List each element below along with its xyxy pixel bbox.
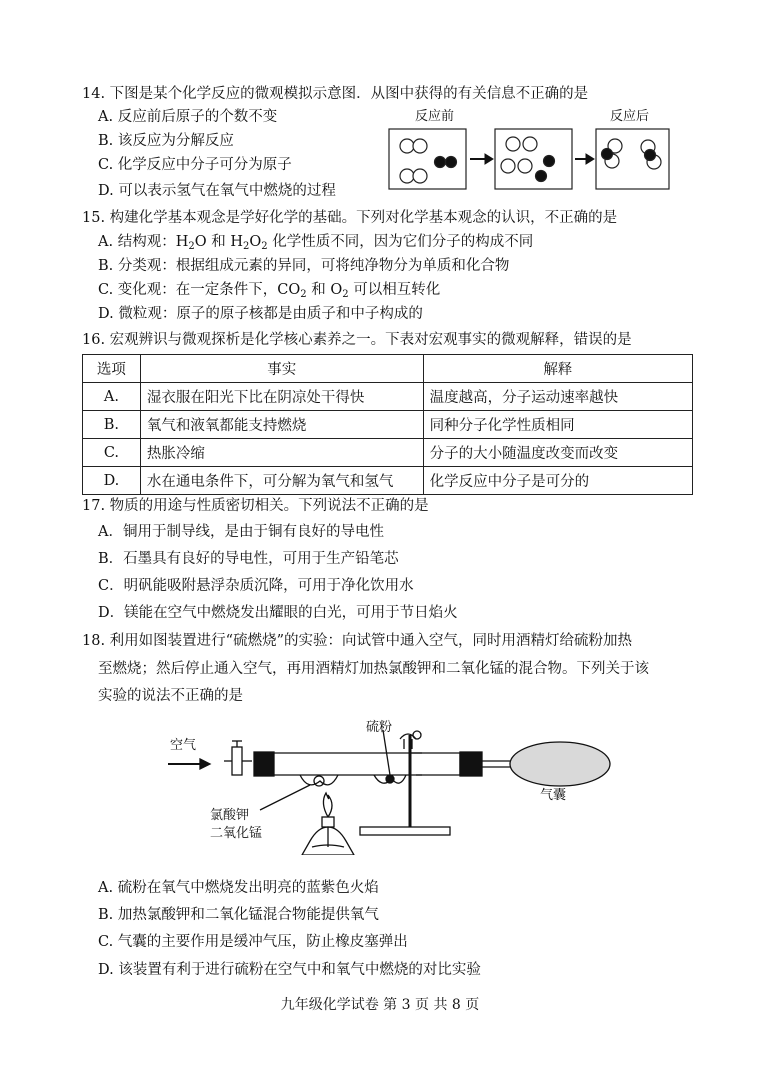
q18-option-a: A. 硫粉在氧气中燃烧发出明亮的蓝紫色火焰 (98, 880, 379, 896)
q18-stem-line3: 实验的说法不正确的是 (98, 688, 243, 704)
table-cell: 水在通电条件下，可分解为氧气和氢气 (140, 467, 423, 495)
before-label: 反应前 (415, 109, 455, 124)
table-row (83, 411, 693, 439)
q15-option-a: A. 结构观：$H_2O$ 和 $H_2O_2$ 化学性质不同，因为它们分子的构成不同 (98, 234, 534, 252)
table-header: 解释 (423, 355, 692, 383)
q15-option-d: D. 微粒观：原子的原子核都是由质子和中子构成的 (98, 306, 423, 322)
q17-option-a: A．铜用于制导线，是由于铜有良好的导电性 (98, 524, 384, 540)
q18-option-d: D. 该装置有利于进行硫粉在空气中和氧气中燃烧的对比实验 (98, 962, 481, 978)
q14-option-a: A. 反应前后原子的个数不变 (98, 109, 278, 125)
table-header: 事实 (140, 355, 423, 383)
kclo3-label: 氯酸钾 (210, 808, 250, 823)
q15-option-b: B. 分类观：根据组成元素的异同，可将纯净物分为单质和化合物 (98, 258, 510, 274)
table-cell: 氧气和液氧都能支持燃烧 (140, 411, 423, 439)
facts-table (82, 354, 693, 495)
q17-option-c: C．明矾能吸附悬浮杂质沉降，可用于净化饮用水 (98, 578, 414, 594)
table-row (83, 467, 693, 495)
table-cell: C. (83, 439, 141, 467)
table-row (83, 439, 693, 467)
arrow-head (200, 759, 210, 769)
q17-option-d: D．镁能在空气中燃烧发出耀眼的白光，可用于节日焰火 (98, 605, 458, 621)
q17-option-b: B．石墨具有良好的导电性，可用于生产铅笔芯 (98, 551, 399, 567)
q17-stem: 17. 物质的用途与性质密切相关。下列说法不正确的是 (82, 498, 429, 514)
mno2-label: 二氧化锰 (210, 826, 263, 841)
table-header: 选项 (83, 355, 141, 383)
q14-option-d: D. 可以表示氢气在氧气中燃烧的过程 (98, 183, 336, 199)
left-stopper (254, 752, 274, 776)
table-row (83, 383, 693, 411)
after-label: 反应后 (610, 109, 650, 124)
reaction-diagram (388, 126, 684, 192)
q14-option-c: C. 化学反应中分子可分为原子 (98, 157, 292, 173)
q14-stem: 14. 下图是某个化学反应的微观模拟示意图．从图中获得的有关信息不正确的是 (82, 86, 589, 102)
table-cell: 化学反应中分子是可分的 (423, 467, 692, 495)
air-label: 空气 (170, 738, 197, 753)
q14-option-b: B. 该反应为分解反应 (98, 133, 234, 149)
table-header-row (83, 355, 693, 383)
table-cell: B. (83, 411, 141, 439)
table-cell: 同种分子化学性质相同 (423, 411, 692, 439)
inlet-valve (232, 747, 242, 775)
table-cell: 分子的大小随温度改变而改变 (423, 439, 692, 467)
q15-stem: 15. 构建化学基本观念是学好化学的基础。下列对化学基本观念的认识，不正确的是 (82, 210, 618, 226)
q18-option-c: C. 气囊的主要作用是缓冲气压，防止橡皮塞弹出 (98, 934, 408, 950)
bag-label: 气囊 (540, 788, 567, 803)
gas-bag (510, 742, 610, 786)
table-cell: 热胀冷缩 (140, 439, 423, 467)
table-cell: A. (83, 383, 141, 411)
apparatus-diagram (160, 715, 620, 855)
q16-stem: 16. 宏观辨识与微观探析是化学核心素养之一。下表对宏观事实的微观解释，错误的是 (82, 332, 632, 348)
q18-stem-line1: 18. 利用如图装置进行“硫燃烧”的实验：向试管中通入空气，同时用酒精灯给硫粉加热 (82, 633, 632, 649)
page-footer: 九年级化学试卷 第 3 页 共 8 页 (280, 997, 480, 1013)
table-cell: D. (83, 467, 141, 495)
stand-base (360, 827, 450, 835)
q18-stem-line2: 至燃烧；然后停止通入空气，再用酒精灯加热氯酸钾和二氧化锰的混合物。下列关于该 (98, 661, 649, 677)
table-cell: 湿衣服在阳光下比在阴凉处干得快 (140, 383, 423, 411)
sulfur-label: 硫粉 (366, 720, 393, 735)
table-cell: 温度越高，分子运动速率越快 (423, 383, 692, 411)
q18-option-b: B. 加热氯酸钾和二氧化锰混合物能提供氧气 (98, 907, 379, 923)
flame (323, 793, 332, 817)
q15-option-c: C. 变化观：在一定条件下，$CO_2$ 和 $O_2$ 可以相互转化 (98, 282, 441, 300)
right-stopper (460, 752, 482, 776)
